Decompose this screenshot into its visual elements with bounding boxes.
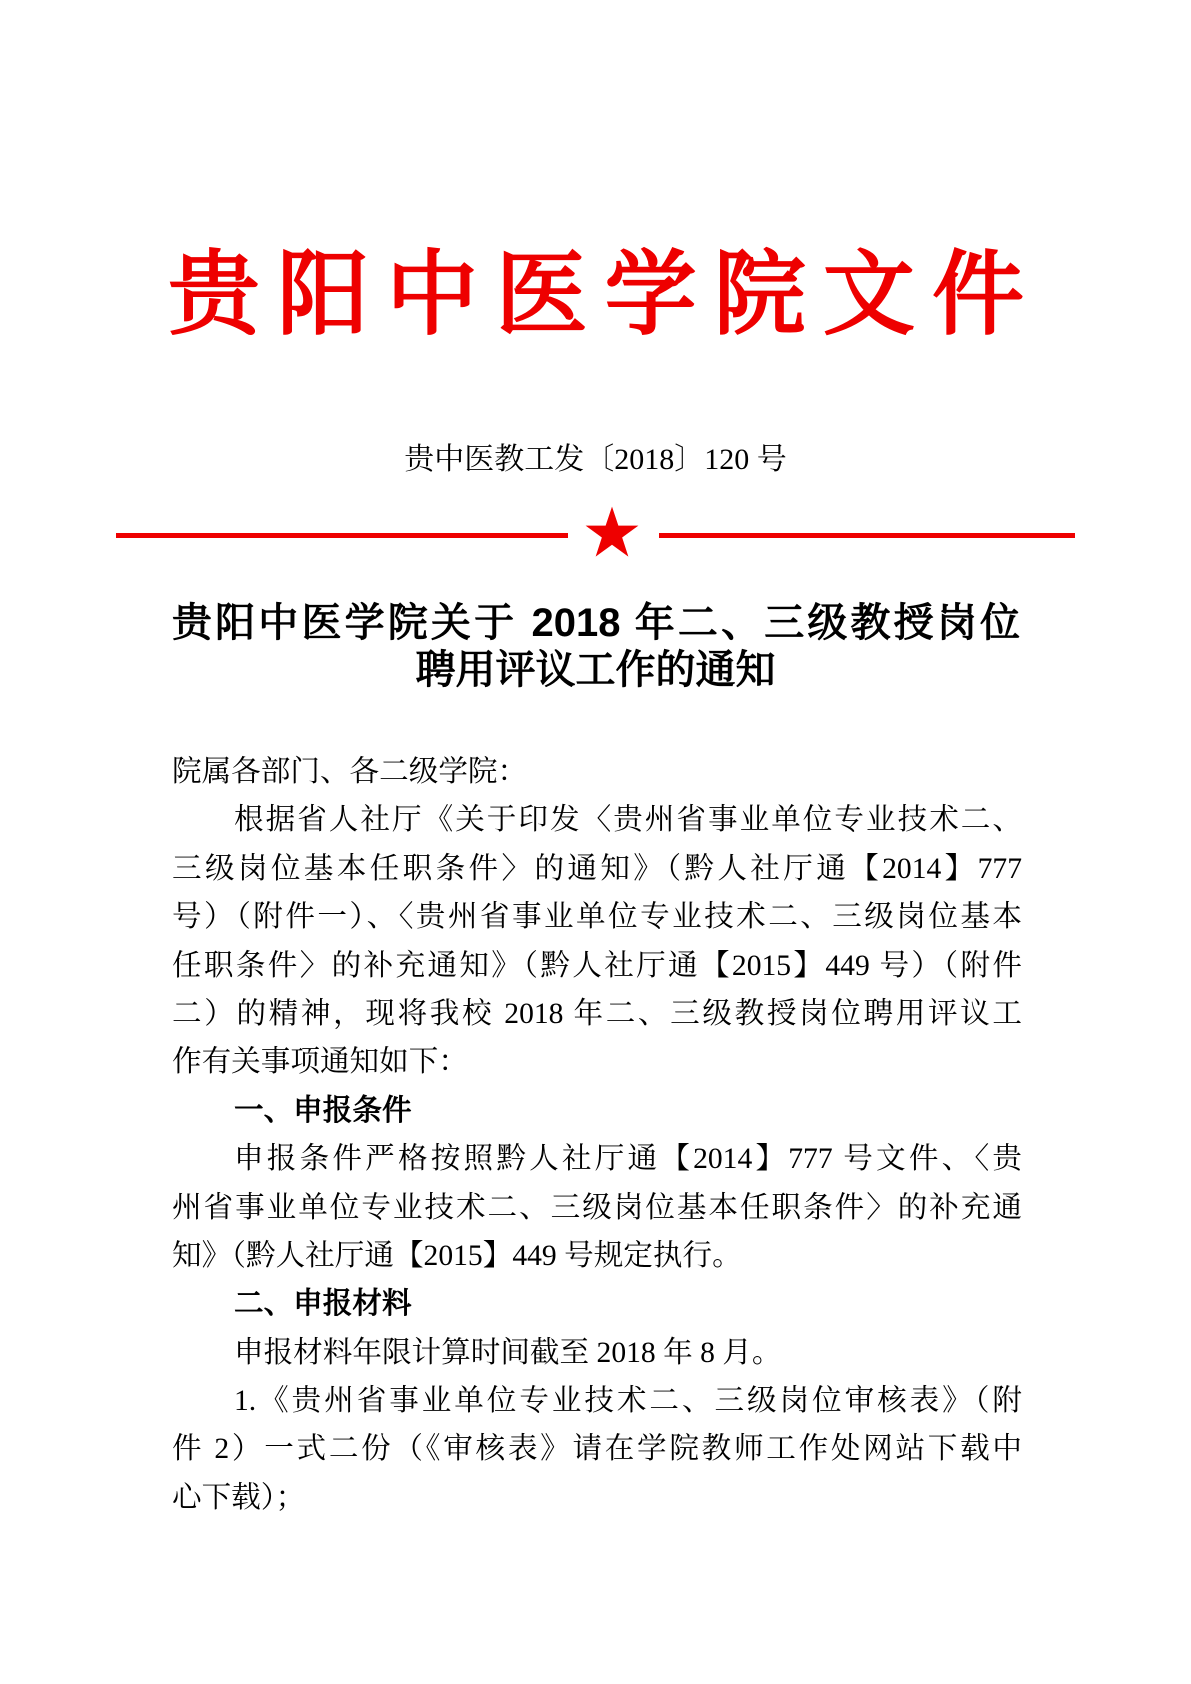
paragraph-line: 二）的精神，现将我校 2018 年二、三级教授岗位聘用评议工 <box>172 997 1022 1030</box>
paragraph-line: 任职条件〉的补充通知》（黔人社厅通【2015】449 号）（附件 <box>172 949 1022 982</box>
paragraph-line: 作有关事项通知如下： <box>172 1046 468 1079</box>
paragraph-line: 申报材料年限计算时间截至 2018 年 8 月。 <box>234 1336 782 1369</box>
paragraph-line: 申报条件严格按照黔人社厅通【2014】777 号文件、〈贵 <box>234 1143 1022 1176</box>
section-heading: 二、申报材料 <box>234 1287 412 1321</box>
paragraph-line: 根据省人社厅《关于印发〈贵州省事业单位专业技术二、 <box>234 804 1022 837</box>
document-number: 贵中医教工发〔2018〕120 号 <box>404 443 787 476</box>
paragraph-line: 件 2）一式二份（《审核表》请在学院教师工作处网站下载中 <box>172 1433 1022 1466</box>
paragraph-line: 三级岗位基本任职条件〉的通知》（黔人社厅通【2014】777 <box>172 852 1022 885</box>
paragraph-line: 心下载）； <box>172 1481 306 1514</box>
notice-title-line-1: 贵阳中医学院关于 2018 年二、三级教授岗位 <box>172 601 1020 645</box>
salutation: 院属各部门、各二级学院： <box>172 756 528 788</box>
section-heading: 一、申报条件 <box>234 1093 412 1127</box>
separator-line-right <box>659 533 1075 538</box>
red-header-title: 贵阳中医学院文件 <box>168 244 1024 346</box>
paragraph-line: 1.《贵州省事业单位专业技术二、三级岗位审核表》（附 <box>234 1385 1022 1418</box>
star-icon <box>585 505 639 559</box>
separator-line-left <box>116 533 568 538</box>
notice-title-line-2: 聘用评议工作的通知 <box>415 648 776 692</box>
star-icon-graphic <box>585 505 639 559</box>
document-body <box>172 748 1022 1522</box>
paragraph-line: 州省事业单位专业技术二、三级岗位基本任职条件〉的补充通 <box>172 1191 1022 1224</box>
paragraph-line: 号）（附件一）、〈贵州省事业单位专业技术二、三级岗位基本 <box>172 901 1022 934</box>
paragraph-line: 知》（黔人社厅通【2015】449 号规定执行。 <box>172 1239 742 1272</box>
